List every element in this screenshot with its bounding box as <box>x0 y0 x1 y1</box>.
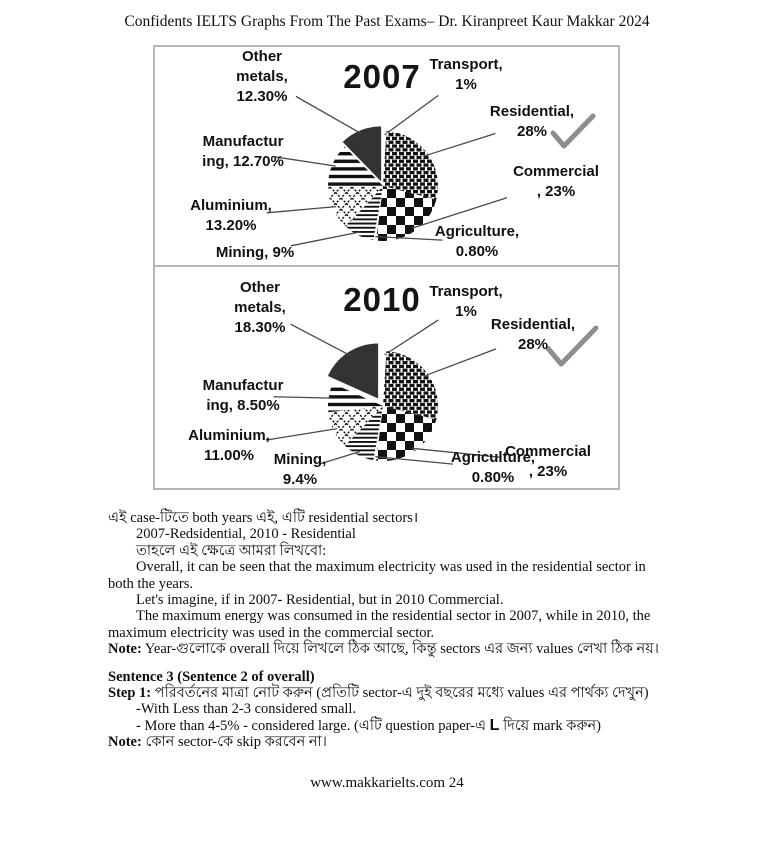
pie-label-line: Agriculture, <box>450 449 536 466</box>
pie-label-line: Mining, <box>273 451 327 468</box>
note2-text: কোন sector-কে skip করবেন না। <box>141 734 327 751</box>
pie-label-line: 28% <box>516 123 548 140</box>
pie-label-line: 0.80% <box>471 469 515 486</box>
callout-line-commercial-2010 <box>412 448 502 457</box>
pie-label-line: Transport, <box>429 283 503 300</box>
callout-line-mining-2007 <box>291 232 361 246</box>
callout-line-transport-2010 <box>385 320 439 355</box>
pie-label-line: 0.80% <box>455 243 499 260</box>
pie-label-line: Other <box>239 279 281 296</box>
pie-label-line: 1% <box>455 303 477 320</box>
pie-label-line: Agriculture, <box>434 223 520 240</box>
pie-label-line: metals, <box>236 68 288 85</box>
pie-label-line: metals, <box>234 299 286 316</box>
pie-label-line: Residential, <box>490 316 576 333</box>
callout-line-residential-2007 <box>424 134 495 156</box>
pie-label-line: 12.30% <box>236 88 288 105</box>
pie-label-line: ing, 8.50% <box>206 397 280 414</box>
callout-line-mining-2010 <box>320 452 359 464</box>
pie-label-line: Transport, <box>429 56 503 73</box>
analysis-paragraph-maximum: The maximum energy was consumed in the residential sector in 2007, while in 2010, the maximum electricity was used in the commercial sector. <box>108 608 651 641</box>
page-header: Confidents IELTS Graphs From The Past Exams– Dr. Kiranpreet Kaur Makkar 2024 <box>124 13 650 30</box>
analysis-line-3: তাহলে এই ক্ষেত্রে আমরা লিখবো: <box>136 542 327 559</box>
bullet-large <box>108 718 673 734</box>
note-text: Year-গুলোকে overall দিয়ে লিখলে ঠিক আছে, কিন্তু sectors এর জন্য values লেখা ঠিক নয়। <box>141 641 659 658</box>
analysis-line-imagine: Let's imagine, if in 2007- Residential, but in 2010 Commercial. <box>136 592 504 609</box>
callout-line-aluminium-2010 <box>266 429 337 440</box>
step1-text: পরিবর্তনের মাত্রা নোট করুন (প্রতিটি sector-এ দুই বছরের মধ্যে values এর পার্থক্য দেখুন) <box>151 685 649 702</box>
note-prefix: Note: <box>108 641 142 658</box>
mark-l-glyph: L <box>489 716 500 734</box>
analysis-line-1: এই case-টিতে both years এই, এটি residential sectors। <box>108 510 419 526</box>
pie-label-line: 18.30% <box>234 319 286 336</box>
analysis-paragraph-overall: Overall, it can be seen that the maximum electricity was used in the residential sector in both the years. <box>108 559 646 592</box>
pie-label-line: 13.20% <box>205 217 257 234</box>
analysis-line-2: 2007-Redsidential, 2010 - Residential <box>136 526 356 543</box>
page-footer: www.makkarielts.com 24 <box>310 775 464 791</box>
pie-label-line: 9.4% <box>282 471 318 488</box>
sentence3-section <box>108 669 673 751</box>
pie-label-line: Mining, 9% <box>215 244 295 261</box>
checkmark-icon-2007 <box>553 116 593 146</box>
sentence3-heading-text: Sentence 3 (Sentence 2 of overall) <box>108 668 315 685</box>
bullet-small: -With Less than 2-3 considered small. <box>136 701 357 718</box>
step1-line <box>108 685 673 701</box>
callout-line-manufacturing-2007 <box>275 157 336 166</box>
note2-prefix: Note: <box>108 734 142 751</box>
pie-label-line: Aluminium, <box>190 197 272 214</box>
step1-prefix: Step 1: <box>108 685 152 702</box>
pie-label-line: 1% <box>455 76 477 93</box>
pie-label-line: Commercial <box>505 443 591 460</box>
analysis-note-line <box>108 641 673 657</box>
pie-label-line: , 23% <box>528 463 568 480</box>
pie-label-line: Other <box>241 48 283 65</box>
pie-label-line: Residential, <box>489 103 575 120</box>
pie-label-line: 28% <box>517 336 549 353</box>
callout-line-transport-2007 <box>385 95 439 135</box>
pie-label-line: Manufactur <box>202 133 284 150</box>
sentence3-heading <box>108 669 673 685</box>
checkmark-icon-2010 <box>548 328 596 364</box>
callout-line-residential-2010 <box>424 349 496 376</box>
pie-label-line: Commercial <box>513 163 599 180</box>
callout-line-manufacturing-2010 <box>273 397 332 398</box>
pie-label-line: , 23% <box>536 183 576 200</box>
callout-line-other-metals-2010 <box>291 324 351 355</box>
callout-line-other-metals-2007 <box>296 96 362 134</box>
pie-label-line: ing, 12.70% <box>202 153 284 170</box>
bullet-large-text-after: দিয়ে mark করুন) <box>499 717 601 734</box>
pie-label-line: Manufactur <box>202 377 284 394</box>
sentence3-note-line <box>108 734 673 750</box>
chart-title-2007: 2007 <box>343 58 421 95</box>
chart-title-2010: 2010 <box>343 281 421 318</box>
analysis-text-block <box>108 510 673 751</box>
bullet-large-text-before: - More than 4-5% - considered large. (এটি question paper-এ <box>136 717 490 734</box>
pie-label-line: Aluminium, <box>188 427 270 444</box>
pie-label-line: 11.00% <box>203 447 255 464</box>
callout-line-aluminium-2007 <box>267 207 336 213</box>
